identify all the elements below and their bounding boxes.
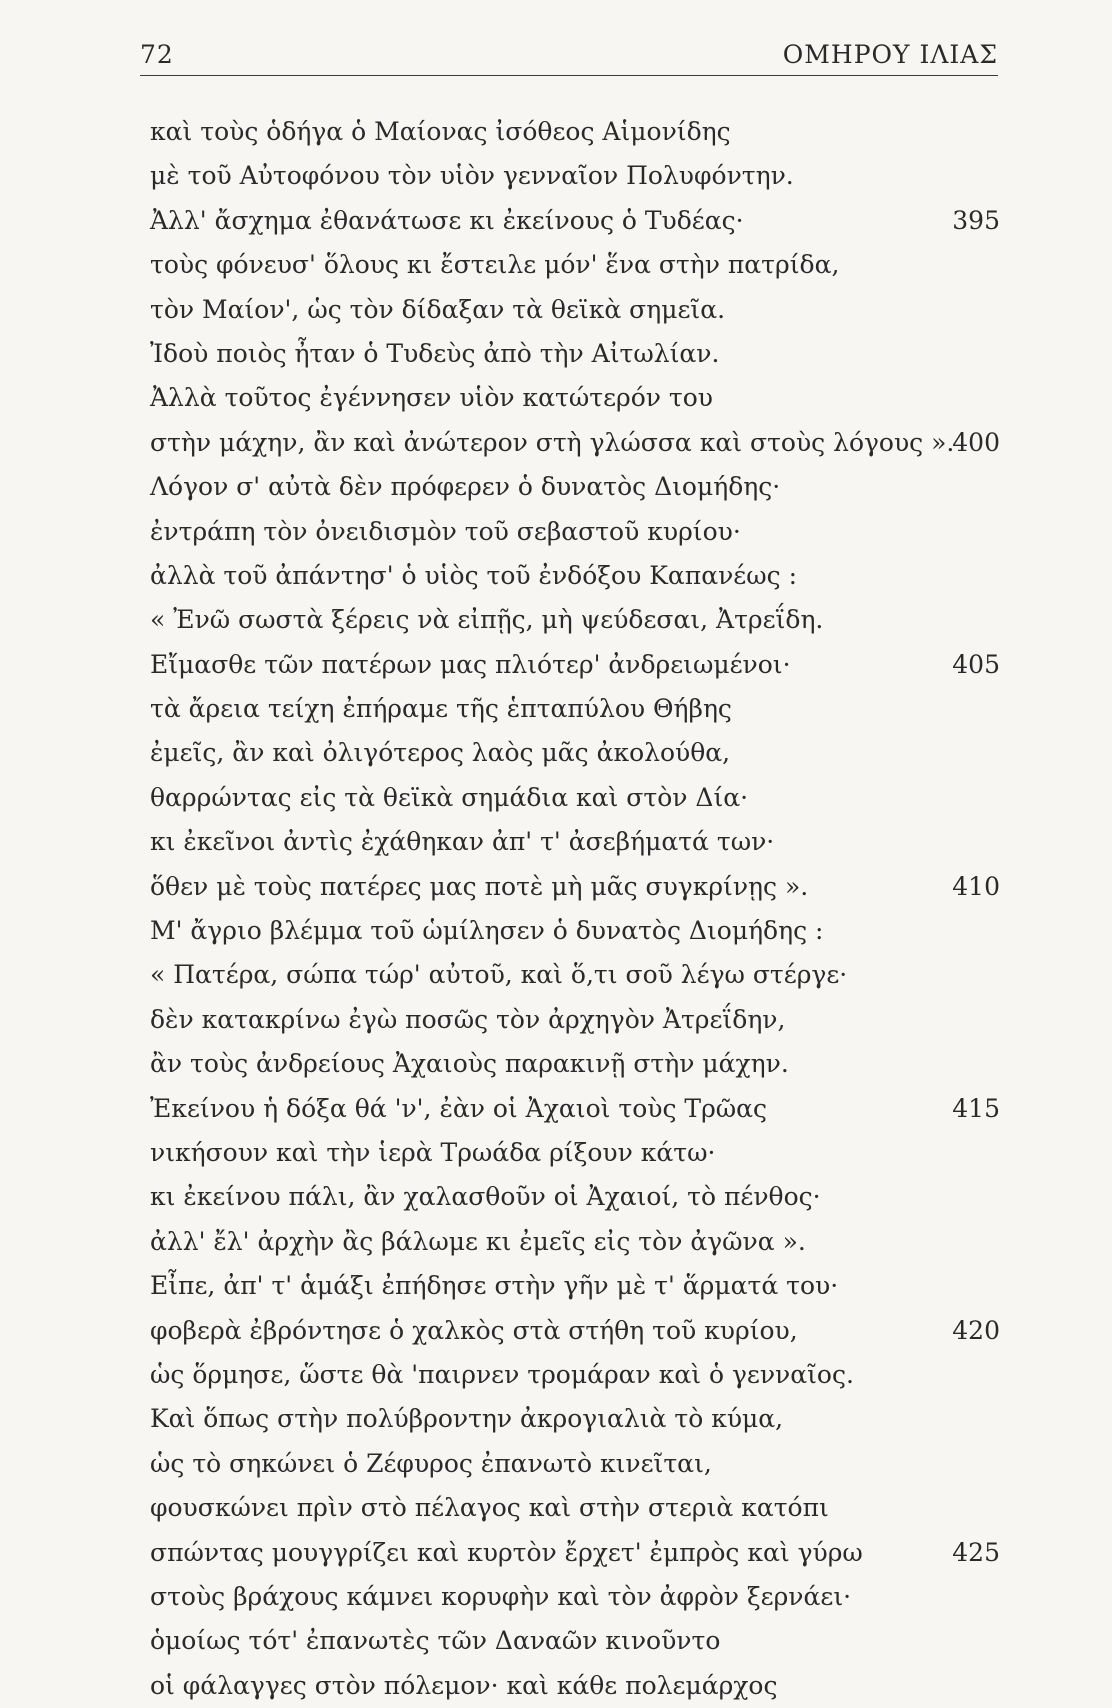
verse-text: στὴν μάχην, ἂν καὶ ἀνώτερον στὴ γλώσσα καὶ στοὺς λόγους ». [150,427,955,457]
verse-line [150,731,1000,775]
verse-line [150,1531,1000,1575]
verse-text: ἐντράπη τὸν ὀνειδισμὸν τοῦ σεβαστοῦ κυρίου· [150,516,741,546]
verse-text: τὸν Μαίον', ὡς τὸν δίδαξαν τὰ θεϊκὰ σημεῖα. [150,294,726,324]
verse-text: Ἀλλ' ἄσχημα ἐθανάτωσε κι ἐκείνους ὁ Τυδέας· [150,205,744,235]
verse-text: Ἀλλὰ τοῦτος ἐγέννησεν υἱὸν κατώτερόν του [150,383,714,413]
verse-text: « Ἐνῶ σωστὰ ξέρεις νὰ εἰπῇς, μὴ ψεύδεσαι, Ἀτρεΐδη. [150,605,824,635]
verse-text: Λόγον σ' αὐτὰ δὲν πρόφερεν ὁ δυνατὸς Διομήδης· [150,472,781,502]
line-number: 405 [952,649,1000,679]
verse-line [150,776,1000,820]
verse-line [150,510,1000,554]
verse-text: τὰ ἄρεια τείχη ἐπήραμε τῆς ἑπταπύλου Θήβης [150,694,732,724]
verse-text: « Πατέρα, σώπα τώρ' αὐτοῦ, καὶ ὅ,τι σοῦ λέγω στέργε· [150,960,848,990]
verse-text: ἀλλὰ τοῦ ἀπάντησ' ὁ υἱὸς τοῦ ἐνδόξου Καπανέως : [150,560,797,590]
line-number: 415 [952,1093,1000,1123]
verse-line [150,1442,1000,1486]
line-number: 420 [952,1315,1000,1345]
verse-line [150,110,1000,154]
running-title: ΟΜΗΡΟΥ ΙΛΙΑΣ [782,40,998,69]
verse-block [150,110,1000,1708]
verse-text: δὲν κατακρίνω ἐγὼ ποσῶς τὸν ἀρχηγὸν Ἀτρεΐδην, [150,1004,786,1034]
verse-line [150,1042,1000,1086]
verse-line [150,1309,1000,1353]
verse-line [150,1264,1000,1308]
verse-text: στοὺς βράχους κάμνει κορυφὴν καὶ τὸν ἀφρὸν ξερνάει· [150,1581,852,1611]
verse-text: καὶ τοὺς ὁδήγα ὁ Μαίονας ἰσόθεος Αἱμονίδης [150,117,731,146]
verse-line [150,953,1000,997]
verse-text: ὁμοίως τότ' ἐπανωτὲς τῶν Δαναῶν κινοῦντο [150,1626,721,1656]
verse-line [150,865,1000,909]
verse-line [150,376,1000,420]
page-number: 72 [140,40,174,69]
verse-text: Εἶπε, ἀπ' τ' ἁμάξι ἐπήδησε στὴν γῆν μὲ τ' ἅρματά του· [150,1271,839,1301]
verse-text: μὲ τοῦ Αὐτοφόνου τὸν υἱὸν γενναῖον Πολυφόντην. [150,161,794,191]
line-number: 410 [952,871,1000,901]
verse-line [150,154,1000,198]
verse-text: ὅθεν μὲ τοὺς πατέρες μας ποτὲ μὴ μᾶς συγκρίνῃς ». [150,871,809,901]
verse-line [150,598,1000,642]
verse-line [150,998,1000,1042]
verse-text: ἀλλ' ἔλ' ἀρχὴν ἂς βάλωμε κι ἐμεῖς εἰς τὸν ἀγῶνα ». [150,1226,806,1256]
verse-line [150,1486,1000,1530]
verse-text: τοὺς φόνευσ' ὅλους κι ἔστειλε μόν' ἕνα στὴν πατρίδα, [150,250,840,280]
verse-text: Ἐκείνου ἡ δόξα θά 'ν', ἐὰν οἱ Ἀχαιοὶ τοὺς Τρῶας [150,1093,768,1123]
verse-line [150,554,1000,598]
running-head [140,40,998,74]
verse-text: φουσκώνει πρὶν στὸ πέλαγος καὶ στὴν στεριὰ κατόπι [150,1493,829,1523]
verse-line [150,421,1000,465]
verse-line [150,1619,1000,1663]
verse-text: νικήσουν καὶ τὴν ἱερὰ Τρωάδα ρίξουν κάτω· [150,1137,716,1167]
line-number: 400 [952,427,1000,457]
verse-line [150,1397,1000,1441]
verse-text: σπώντας μουγγρίζει καὶ κυρτὸν ἔρχετ' ἐμπρὸς καὶ γύρω [150,1537,863,1567]
verse-line [150,465,1000,509]
verse-line [150,820,1000,864]
verse-text: Εἴμασθε τῶν πατέρων μας πλιότερ' ἀνδρειωμένοι· [150,649,791,679]
verse-line [150,243,1000,287]
line-number: 425 [952,1537,1000,1567]
verse-line [150,1175,1000,1219]
verse-text: ὡς ὅρμησε, ὥστε θὰ 'παιρνεν τρομάραν καὶ ὁ γενναῖος. [150,1359,854,1389]
verse-text: ἂν τοὺς ἀνδρείους Ἀχαιοὺς παρακινῇ στὴν μάχην. [150,1049,789,1079]
verse-line [150,199,1000,243]
verse-text: Μ' ἄγριο βλέμμα τοῦ ὡμίλησεν ὁ δυνατὸς Διομήδης : [150,916,824,946]
verse-text: Ἰδοὺ ποιὸς ἦταν ὁ Τυδεὺς ἀπὸ τὴν Αἰτωλίαν. [150,338,720,368]
verse-line [150,1131,1000,1175]
verse-line [150,288,1000,332]
verse-text: φοβερὰ ἐβρόντησε ὁ χαλκὸς στὰ στήθη τοῦ κυρίου, [150,1315,798,1345]
verse-text: Καὶ ὅπως στὴν πολύβροντην ἀκρογιαλιὰ τὸ κύμα, [150,1404,784,1434]
header-rule [140,75,998,76]
verse-line [150,1087,1000,1131]
verse-line [150,687,1000,731]
verse-line [150,909,1000,953]
verse-line [150,1664,1000,1708]
verse-text: ὡς τὸ σηκώνει ὁ Ζέφυρος ἐπανωτὸ κινεῖται, [150,1448,712,1478]
verse-line [150,643,1000,687]
verse-line [150,332,1000,376]
verse-text: θαρρώντας εἰς τὰ θεϊκὰ σημάδια καὶ στὸν Δία· [150,782,749,812]
verse-text: κι ἐκείνου πάλι, ἂν χαλασθοῦν οἱ Ἀχαιοί, τὸ πένθος· [150,1182,821,1212]
verse-text: κι ἐκεῖνοι ἀντὶς ἐχάθηκαν ἀπ' τ' ἀσεβήματά των· [150,827,775,857]
verse-line [150,1220,1000,1264]
verse-text: οἱ φάλαγγες στὸν πόλεμον· καὶ κάθε πολεμάρχος [150,1670,778,1700]
verse-line [150,1353,1000,1397]
verse-line [150,1575,1000,1619]
verse-text: ἐμεῖς, ἂν καὶ ὀλιγότερος λαὸς μᾶς ἀκολούθα, [150,738,731,768]
line-number: 395 [952,205,1000,235]
